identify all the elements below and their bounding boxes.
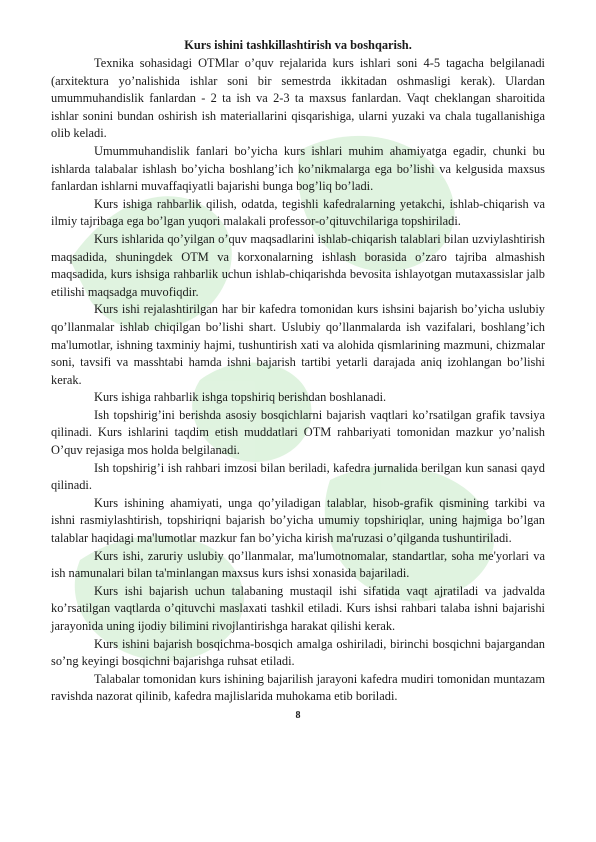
page-number: 8	[295, 709, 301, 721]
paragraph: Texnika sohasidagi OTMlar o’quv rejalarida kurs ishlari soni 4-5 tagacha belgilanadi (arxitektura yo’nalishida ishlar soni bir semestrda ikkitadan oshmasligi kerak). Ulardan umummuhandislik fanlardan - 2 ta ish va 2-3 ta maxsus fanlardan. Vaqt cheklangan sharoitida ishlar sonini bundan oshirish ish materiallarini qisqarishiga, ularni yuzaki va chala tugallanishiga olib keladi.	[51, 56, 545, 141]
paragraph: Kurs ishi bajarish uchun talabaning mustaqil ishi sifatida vaqt ajratiladi va jadvalda ko’rsatilgan vaqtlarda o’qituvchi maslaxati tashkil etiladi. Kurs ishsi rahbari talaba ishni bajarishi jarayonida uning ijodiy bilimini rivojlantirishga harakat qilishi kerak.	[51, 583, 545, 633]
paragraph: Ish topshirig’ini berishda asosiy bosqichlarni bajarish vaqtlari ko’rsatilgan grafik tavsiya qilinadi. Kurs ishlarini taqdim etish muddatlari OTM rahbariyati tomonidan mazkur yo’nalish O’quv rejasiga mos holda belgilanadi.	[51, 407, 545, 458]
paragraph: Ish topshirig’i ish rahbari imzosi bilan beriladi, kafedra jurnalida berilgan kun sanasi qayd qilinadi.	[51, 460, 545, 493]
paragraph: Kurs ishlarida qo’yilgan o’quv maqsadlarini ishlab-chiqarish talablari bilan uzviylashtirish maqsadida, shuningdek OTM va korxonalarning ishlash borasida o’zaro tajriba almashish maqsadida, kurs ishsiga rahbarlik uchun ishlab-chiqarishda bevosita ishlayotgan mutaxassislar jalb etilishi maqsadga muvofiqdir.	[51, 231, 545, 299]
paragraph: Umummuhandislik fanlari bo’yicha kurs ishlari muhim ahamiyatga egadir, chunki bu ishlarda talabalar ishlash bo’yicha boshlang’ich ko’nikmalarga ega bo’lishi va kelgusida maxsus fanlardan ishlarni muvaffaqiyatli bajarishi bunga bog’liq bo’ladi.	[51, 143, 545, 194]
paragraph: Talabalar tomonidan kurs ishining bajarilish jarayoni kafedra mudiri tomonidan muntazam ravishda nazorat qilinib, kafedra majlislarida muhokama etib boriladi.	[51, 671, 545, 704]
paragraph: Kurs ishining ahamiyati, unga qo’yiladigan talablar, hisob-grafik qismining tarkibi va ishni rasmiylashtirish, topshiriqni bajarish bo’yicha umumiy topshiriqlar, uning hajmiga bo’lgan talablar haqidagi ma'lumotlar mazkur fan bo’yicha kirish ma'ruzasi o’qilganda tushuntiriladi.	[51, 495, 545, 546]
paragraph: Kurs ishiga rahbarlik ishga topshiriq berishdan boshlanadi.	[94, 390, 387, 405]
document-title: Kurs ishini tashkillashtirish va boshqarish.	[184, 38, 412, 52]
paragraph: Kurs ishiga rahbarlik qilish, odatda, tegishli kafedralarning yetakchi, ishlab-chiqarish va ilmiy tajribaga ega bo’lgan yuqori malakali professor-o’qituvchilariga topshiriladi.	[51, 196, 545, 229]
paragraph: Kurs ishi, zaruriy uslubiy qo’llanmalar, ma'lumotnomalar, standartlar, soha me'yorlari va ish namunalari bilan ta'minlangan maxsus kurs ishsi xonasida bajariladi.	[51, 548, 545, 581]
paragraph: Kurs ishi rejalashtirilgan har bir kafedra tomonidan kurs ishsini bajarish bo’yicha uslubiy qo’llanmalar ishlab chiqilgan bo’lishi shart. Uslubiy qo’llanmalarda ish vazifalari, boshlang’ich ma'lumotlar, ishning taxminiy hajmi, tushuntirish xati va alohida qismlarining mazmuni, chizmalar soni, tavsifi va masshtabi hamda ishni bajarish tartibi yetarli darajada aniq izohlangan bo’lishi kerak.	[51, 302, 545, 387]
paragraph: Kurs ishini bajarish bosqichma-bosqich amalga oshiriladi, birinchi bosqichni bajargandan so’ng keyingi bosqichni bajarishga ruhsat etiladi.	[51, 636, 545, 669]
